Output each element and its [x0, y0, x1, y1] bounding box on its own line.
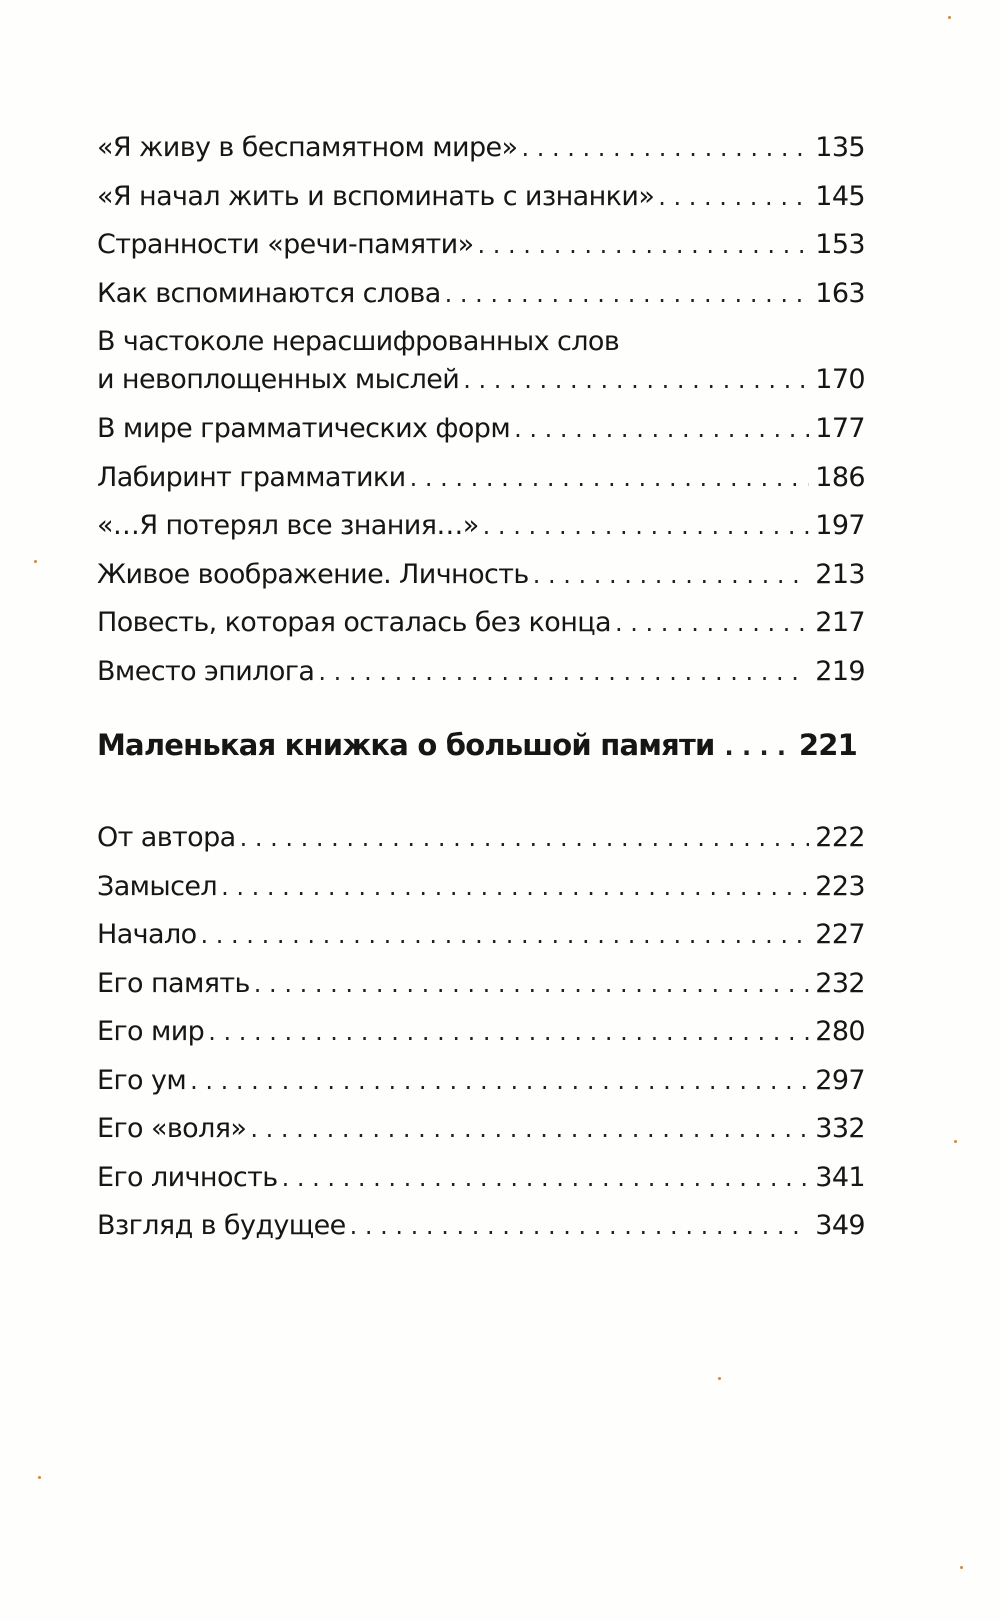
toc-entry-page: 197: [815, 510, 865, 541]
dot-leader: [350, 1212, 809, 1240]
toc-entry-page: 297: [815, 1064, 865, 1096]
toc-entry-page: 222: [815, 822, 865, 853]
toc-entry: [97, 1162, 865, 1211]
toc-entry-title: Как вспоминаются слова: [97, 277, 441, 309]
toc-entry: [97, 229, 865, 278]
toc-entry-title: От автора: [97, 822, 236, 853]
toc-entry-second-line: [97, 364, 865, 413]
toc-entry: [97, 413, 865, 462]
toc-entry: [97, 132, 865, 181]
toc-entry: [97, 1065, 865, 1114]
dot-leader: [533, 561, 809, 589]
dot-leader: [190, 1067, 809, 1095]
dot-leader: [478, 231, 809, 259]
toc-entry-page: 153: [815, 229, 865, 260]
toc-entry-page: 177: [815, 413, 865, 444]
toc-entry-title: В мире грамматических форм: [97, 413, 511, 444]
toc-entry-page: 170: [815, 364, 865, 395]
toc-entry: [97, 1113, 865, 1162]
toc-entry-title-line2: и невоплощенных мыслей: [97, 364, 460, 395]
toc-entry: [97, 462, 865, 511]
toc-entry-title: «…Я потерял все знания…»: [97, 510, 479, 541]
paper-speck: [34, 560, 37, 563]
toc-entry: [97, 1210, 865, 1259]
toc-entry: [97, 278, 865, 327]
toc-entry-page: 145: [815, 180, 865, 212]
dot-leader: [221, 873, 809, 901]
toc-entry: [97, 181, 865, 230]
toc-entry: [97, 968, 865, 1017]
dot-leader: [514, 415, 809, 443]
toc-entry-title: Начало: [97, 919, 197, 950]
toc-entry-title: Его «воля»: [97, 1113, 247, 1144]
toc-entry-title: Замысел: [97, 870, 218, 902]
toc-entry: [97, 607, 865, 656]
toc-entry-page: 227: [815, 919, 865, 950]
toc-entry-title: Его ум: [97, 1064, 187, 1096]
dot-leader: [615, 609, 809, 637]
toc-entry-title: Его личность: [97, 1161, 278, 1193]
toc-entry-page: 217: [815, 607, 865, 638]
toc-entry-title-line1: В частоколе нерасшифрованных слов: [97, 326, 620, 357]
toc-entry-page: 232: [815, 967, 865, 999]
toc-entry-page: 349: [815, 1210, 865, 1241]
toc-entry-page: 332: [815, 1113, 865, 1144]
dot-leader: [445, 280, 809, 308]
toc-entry: [97, 1016, 865, 1065]
dot-leader: [521, 134, 809, 162]
toc-entry-page: 135: [815, 132, 865, 163]
toc-entry-title: «Я начал жить и вспоминать с изнанки»: [97, 180, 655, 212]
toc-entry: [97, 656, 865, 705]
toc-entry-page: 341: [815, 1161, 865, 1193]
dot-leader: [463, 366, 809, 394]
toc-entry-title: Его память: [97, 967, 250, 999]
dot-leader: [658, 183, 809, 211]
toc-entry-title: Его мир: [97, 1016, 205, 1047]
dot-leader: [318, 658, 809, 686]
paper-speck: [718, 1377, 721, 1380]
toc-entry-title: Живое воображение. Личность: [97, 558, 529, 590]
toc-entry: [97, 919, 865, 968]
toc-entry-title: Лабиринт грамматики: [97, 461, 406, 493]
toc-entry: [97, 822, 865, 871]
toc-entry-page: 280: [815, 1016, 865, 1047]
dot-leader: [201, 921, 809, 949]
paper-speck: [954, 1140, 957, 1143]
table-of-contents: [97, 132, 865, 704]
toc-entry-page: 213: [815, 558, 865, 590]
dot-leader: [254, 970, 809, 998]
section-contents: [97, 822, 865, 1259]
paper-speck: [948, 16, 951, 19]
toc-entry: [97, 559, 865, 608]
dot-leader: [725, 733, 791, 761]
dot-leader: [208, 1018, 809, 1046]
paper-speck: [38, 1476, 41, 1479]
section-title: Маленькая книжка о большой памяти: [97, 728, 715, 762]
section-page: 221: [798, 728, 857, 762]
dot-leader: [240, 824, 809, 852]
section-heading: [97, 728, 857, 762]
toc-entry: [97, 510, 865, 559]
dot-leader: [410, 464, 809, 492]
dot-leader: [282, 1164, 809, 1192]
toc-entry-title: Повесть, которая осталась без конца: [97, 607, 611, 638]
dot-leader: [250, 1115, 809, 1143]
toc-entry-two-line: [97, 326, 865, 413]
toc-entry-page: 219: [815, 655, 865, 687]
toc-entry: [97, 871, 865, 920]
toc-entry-title: Странности «речи-памяти»: [97, 229, 474, 260]
toc-entry-page: 223: [815, 870, 865, 902]
toc-entry-title: «Я живу в беспамятном мире»: [97, 132, 518, 163]
dot-leader: [483, 512, 809, 540]
toc-entry-title: Вместо эпилога: [97, 655, 315, 687]
paper-speck: [960, 1566, 963, 1569]
toc-entry-page: 163: [815, 277, 865, 309]
toc-entry-page: 186: [815, 461, 865, 493]
toc-entry-title: Взгляд в будущее: [97, 1210, 346, 1241]
